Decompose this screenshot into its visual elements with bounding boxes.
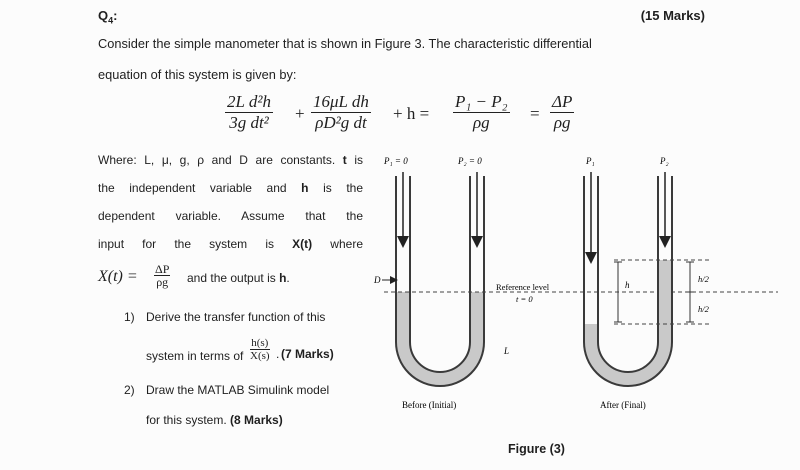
eq-term-1: $\frac{\text{2L d²h}}{\text{3g dt²}}$ (227, 92, 271, 132)
where-line-1: Where: L, μ, g, ρ and D are constants. t is (98, 153, 363, 167)
after-h2-bottom-label: h/2 (698, 304, 709, 314)
question-marks: (15 Marks) (640, 8, 705, 23)
manometer-figure (370, 150, 790, 420)
reference-level-time: t = 0 (516, 294, 533, 304)
transfer-function-fraction: $\frac{h(s)}{X(s)}$ (250, 337, 270, 362)
intro-line-2: equation of this system is given by: (98, 67, 297, 82)
before-caption: Before (Initial) (402, 400, 457, 410)
intro-line-1: Consider the simple manometer that is shown in Figure 3. The characteristic differential (98, 36, 592, 51)
input-definition-lhs: X(t) = (98, 268, 138, 285)
before-manometer (373, 156, 778, 410)
after-p1-label: P₁ (586, 156, 595, 166)
reference-level-label: Reference level (496, 282, 550, 292)
item-1-line-2: system in terms of (146, 349, 244, 363)
where-line-4: input for the system is X(t) where (98, 237, 363, 251)
where-line-3: dependent variable. Assume that the (98, 209, 363, 223)
after-h2-top-label: h/2 (698, 274, 709, 284)
item-2-line-2: for this system. (8 Marks) (146, 413, 283, 427)
item-2-line-1: Draw the MATLAB Simulink model (146, 383, 330, 397)
output-definition: and the output is h. (187, 271, 290, 285)
before-p2-label: P₂ = 0 (458, 156, 482, 166)
after-caption: After (Final) (600, 400, 646, 410)
after-p2-label: P₂ (660, 156, 669, 166)
after-manometer (584, 156, 710, 410)
figure-caption: Figure (3) (508, 442, 565, 456)
item-1-dot: . (276, 347, 280, 361)
before-d-label: D (374, 275, 381, 285)
item-1-number: 1) (124, 310, 135, 324)
differential-equation (225, 92, 595, 144)
after-h-label: h (625, 280, 630, 290)
item-1-line-1: Derive the transfer function of this (146, 310, 326, 324)
eq-term-4: $\frac{\Delta P}{\rho g}$ (552, 92, 573, 132)
eq-term-3: $\frac{\text{P₁ − P₂}}{\rho g}$ (455, 92, 508, 132)
input-definition-fraction: $\frac{\Delta P}{\rho g}$ (155, 262, 170, 289)
before-p1-label: P₁ = 0 (384, 156, 408, 166)
eq-plus-h-equals: + h = (393, 104, 430, 123)
eq-plus-1: + (295, 104, 305, 123)
question-number: $Q_4$: (98, 8, 118, 26)
where-line-2: the independent variable and h is the (98, 181, 363, 195)
eq-equals: = (530, 104, 540, 123)
after-tube-inner (598, 176, 658, 372)
before-tube-inner (410, 176, 470, 372)
item-1-marks: (7 Marks) (281, 347, 334, 361)
eq-term-2: $\frac{\text{16μL dh}}{\text{ρD²g dt}}$ (313, 92, 369, 132)
item-2-number: 2) (124, 383, 135, 397)
before-l-label: L (504, 346, 510, 356)
